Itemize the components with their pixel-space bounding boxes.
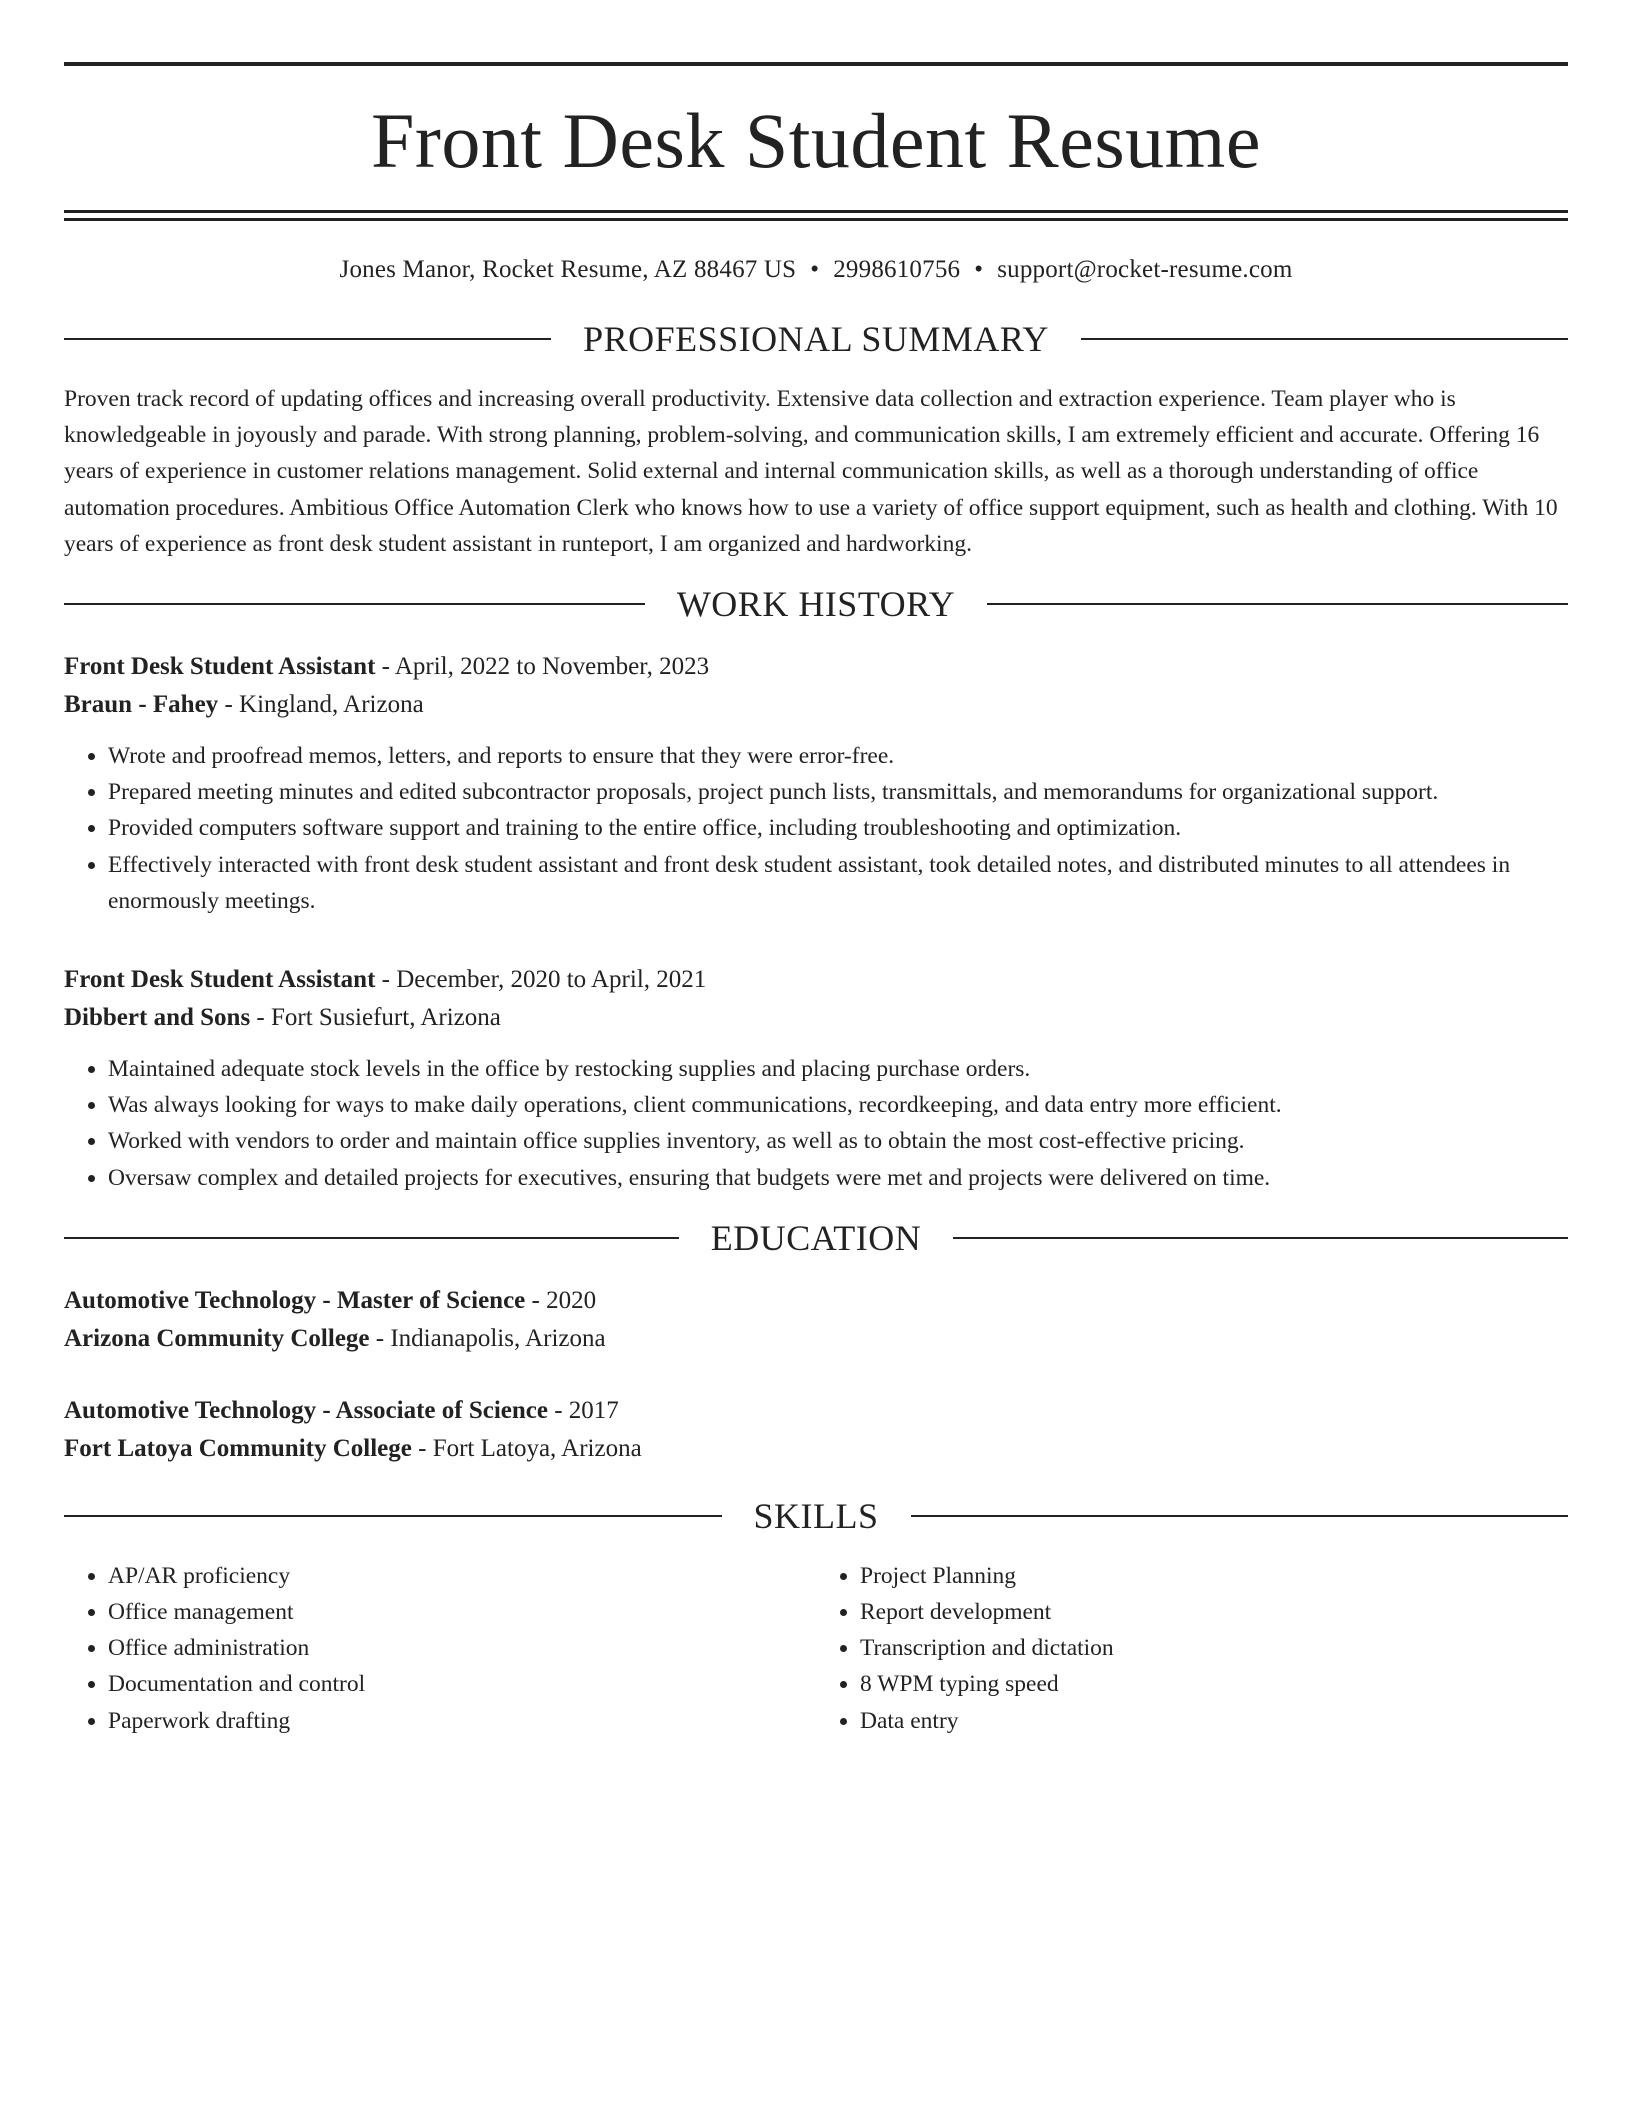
title-double-rule [64, 210, 1568, 221]
job-bullets [64, 1051, 1568, 1196]
summary-heading-label: PROFESSIONAL SUMMARY [583, 319, 1049, 359]
degree-year: - 2020 [531, 1286, 597, 1314]
list-item: • Was always looking for ways to make daily operations, client communications, recordkeeping, and data entry more efficient. [108, 1087, 1568, 1123]
heading-rule-left [64, 603, 645, 605]
list-item: • Maintained adequate stock levels in the office by restocking supplies and placing purchase orders. [108, 1051, 1568, 1087]
school-location: - Indianapolis, Arizona [375, 1324, 606, 1352]
list-item: • Oversaw complex and detailed projects for executives, ensuring that budgets were met and projects were delivered on time. [108, 1160, 1568, 1196]
job-location: - Kingland, Arizona [224, 691, 424, 719]
skill-item: • 8 WPM typing speed [860, 1666, 1568, 1702]
contact-phone: 2998610756 [833, 256, 961, 283]
job-bullets [64, 738, 1568, 919]
contact-address: Jones Manor, Rocket Resume, AZ 88467 US [339, 256, 797, 283]
contact-line [64, 255, 1568, 285]
education-entry [64, 1392, 1568, 1468]
job-company: Braun - Fahey [64, 691, 219, 719]
job-entry [64, 648, 1568, 919]
job-company-line [64, 999, 1568, 1037]
job-title: Front Desk Student Assistant [64, 653, 376, 681]
job-entry [64, 961, 1568, 1196]
heading-rule-right [987, 603, 1568, 605]
summary-section-heading [64, 319, 1568, 359]
contact-separator: • [810, 256, 820, 283]
degree-line [64, 1392, 1568, 1430]
heading-rule-right [953, 1237, 1568, 1239]
job-title-line [64, 961, 1568, 999]
work-heading-label: WORK HISTORY [676, 584, 956, 625]
job-company-line [64, 686, 1568, 724]
skill-item: • Report development [860, 1594, 1568, 1630]
skill-item: • Paperwork drafting [108, 1703, 816, 1739]
job-dates: - December, 2020 to April, 2021 [381, 966, 707, 994]
school-line [64, 1320, 1568, 1358]
degree: Automotive Technology - Associate of Science [64, 1396, 548, 1424]
contact-email: support@rocket-resume.com [997, 256, 1293, 283]
top-rule [64, 62, 1568, 66]
school-location: - Fort Latoya, Arizona [418, 1434, 642, 1462]
skill-item: • Office administration [108, 1630, 816, 1666]
heading-rule-right [1081, 338, 1568, 340]
skill-item: • Transcription and dictation [860, 1630, 1568, 1666]
skills-section-heading [64, 1496, 1568, 1536]
contact-separator: • [974, 256, 984, 283]
heading-rule-left [64, 1237, 679, 1239]
work-section-heading [64, 584, 1568, 624]
skill-item: • Data entry [860, 1703, 1568, 1739]
degree: Automotive Technology - Master of Science [64, 1286, 526, 1314]
school: Arizona Community College [64, 1324, 370, 1352]
heading-rule-right [911, 1515, 1569, 1517]
summary-text: Proven track record of updating offices and increasing overall productivity. Extensive data collection and extraction experience. Team player who is knowledgeable in joyously and parade. With strong planning, problem-solving, and communication skills, I am extremely efficient and accurate. Offering 16 years of experience in customer relations management. Solid external and internal communication skills, as well as a thorough understanding of office automation procedures. Ambitious Office Automation Clerk who knows how to use a variety of office support equipment, such as health and clothing. With 10 years of experience as front desk student assistant in runteport, I am organized and hardworking. [64, 386, 1558, 557]
skill-item: • Documentation and control [108, 1666, 816, 1702]
list-item: • Wrote and proofread memos, letters, and reports to ensure that they were error-free. [108, 738, 1568, 774]
skills-list-left [64, 1558, 816, 1739]
job-company: Dibbert and Sons [64, 1004, 251, 1032]
education-section-heading [64, 1218, 1568, 1258]
heading-rule-left [64, 338, 551, 340]
skill-item: • Office management [108, 1594, 816, 1630]
degree-line [64, 1282, 1568, 1320]
job-title-line [64, 648, 1568, 686]
list-item: • Effectively interacted with front desk student assistant and front desk student assistant, took detailed notes, and distributed minutes to all attendees in enormously meetings. [108, 847, 1568, 919]
skill-item: • Project Planning [860, 1558, 1568, 1594]
page-title: Front Desk Student Resume [371, 97, 1261, 184]
list-item: • Worked with vendors to order and maintain office supplies inventory, as well as to obtain the most cost-effective pricing. [108, 1123, 1568, 1159]
job-title: Front Desk Student Assistant [64, 966, 376, 994]
skills-list-right [816, 1558, 1568, 1739]
education-heading-label: EDUCATION [710, 1217, 922, 1258]
school: Fort Latoya Community College [64, 1434, 412, 1462]
job-location: - Fort Susiefurt, Arizona [256, 1004, 501, 1032]
heading-rule-left [64, 1515, 722, 1517]
skill-item: • AP/AR proficiency [108, 1558, 816, 1594]
skills-columns [64, 1558, 1568, 1739]
list-item: • Prepared meeting minutes and edited subcontractor proposals, project punch lists, transmittals, and memorandums for organizational support. [108, 774, 1568, 810]
list-item: • Provided computers software support and training to the entire office, including troubleshooting and optimization. [108, 810, 1568, 846]
education-entry [64, 1282, 1568, 1358]
degree-year: - 2017 [554, 1396, 619, 1424]
job-dates: - April, 2022 to November, 2023 [381, 653, 710, 681]
school-line [64, 1430, 1568, 1468]
skills-heading-label: SKILLS [753, 1495, 879, 1536]
